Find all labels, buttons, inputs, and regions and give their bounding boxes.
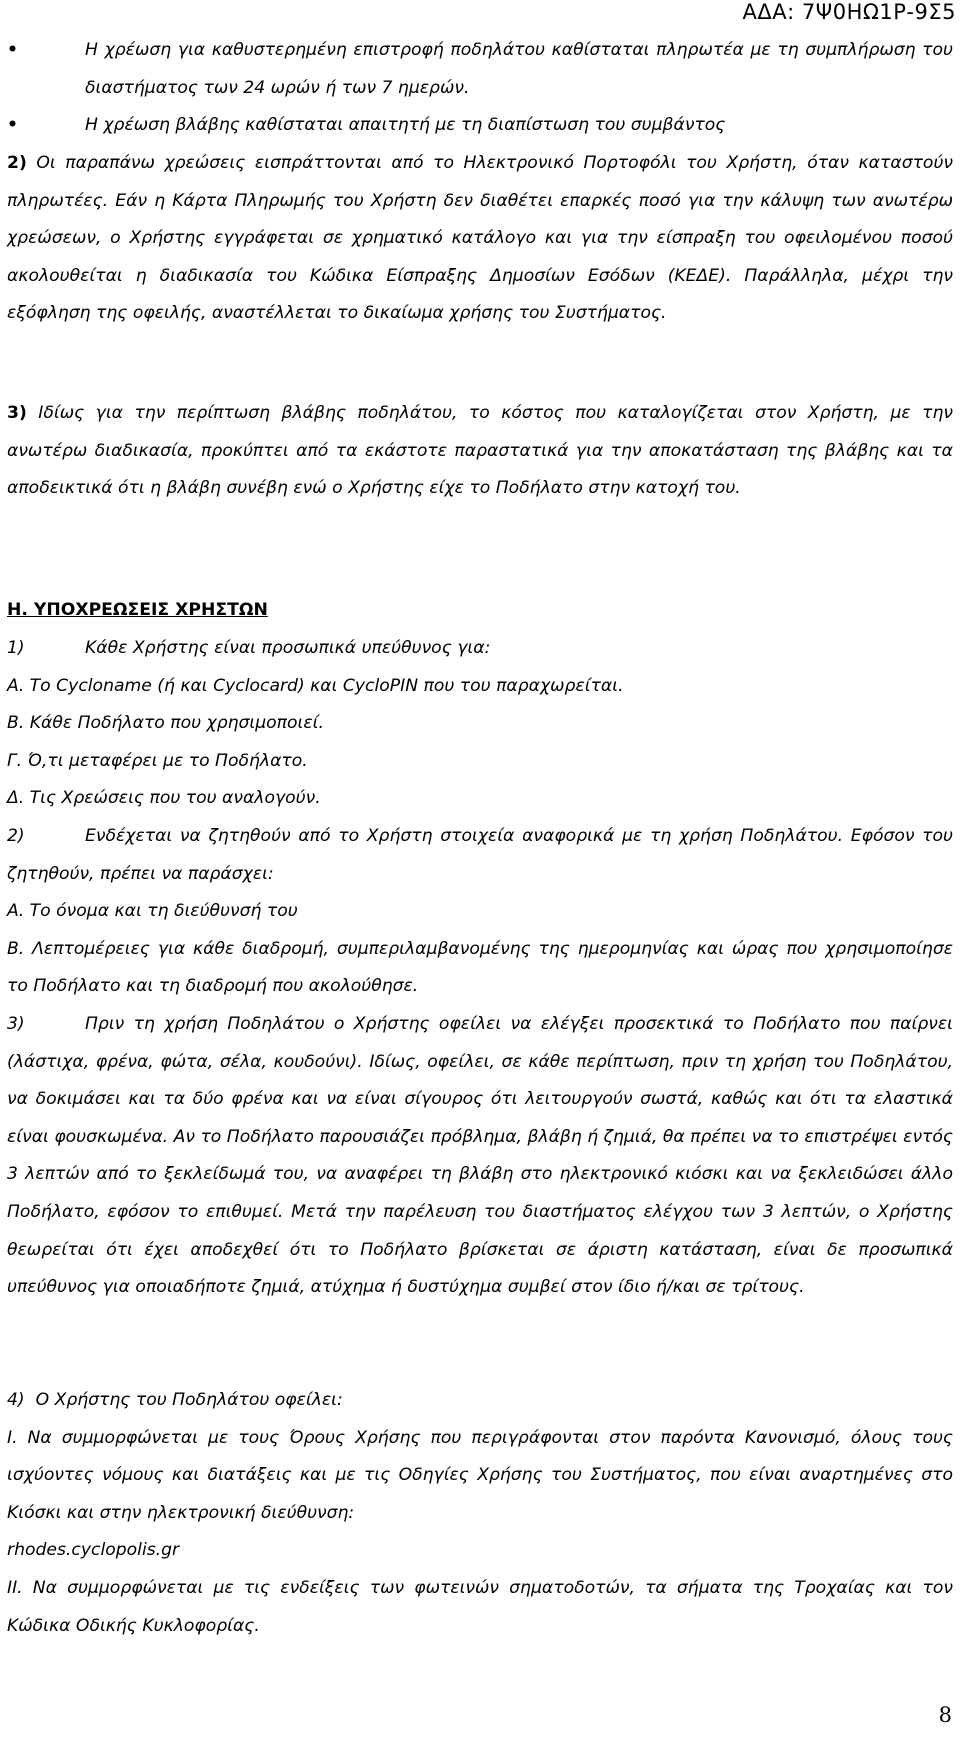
sub-item: Δ. Τις Χρεώσεις που του αναλογούν. [7,788,321,809]
item-text: Ο Χρήστης του Ποδηλάτου οφείλει: [35,1390,343,1410]
sub-item: Β. Λεπτομέρειες για κάθε διαδρομή, συμπεριλαμβανομένης της ημερομηνίας και ώρας που χρησιμοποίησε το Ποδήλατο και τη διαδρομή που ακολούθησε. [7,938,953,997]
sub-item: II. Να συμμορφώνεται με τις ενδείξεις των φωτεινών σηματοδοτών, τα σήματα της Τροχαίας και τον Κώδικα Οδικής Κυκλοφορίας. [7,1577,953,1636]
obligation-item-2 [7,818,953,1006]
bullet-item [7,107,953,145]
section-heading: Η. ΥΠΟΧΡΕΩΣΕΙΣ ΧΡΗΣΤΩΝ [7,600,268,620]
paragraph-2 [7,145,953,333]
website-link[interactable]: rhodes.cyclopolis.gr [7,1540,180,1561]
item-text: Κάθε Χρήστης είναι προσωπικά υπεύθυνος για: [85,638,491,658]
item-text: Ενδέχεται να ζητηθούν από το Χρήστη στοιχεία αναφορικά με τη χρήση Ποδηλάτου. Εφόσον του ζητηθούν, πρέπει να παράσχει: [7,826,953,884]
sub-item: Γ. Ό,τι μεταφέρει με το Ποδήλατο. [7,750,308,771]
bullet-item [7,32,953,107]
item-text: Πριν τη χρήση Ποδηλάτου ο Χρήστης οφείλει να ελέγξει προσεκτικά το Ποδήλατο που παίρνει (λάστιχα, φρένα, φώτα, σέλα, κουδούνι). Ιδίως, οφείλει, σε κάθε περίπτωση, πριν τη χρήση του Ποδηλάτου, να δοκιμάσει και τα δύο φρένα και να είναι σίγουρος ότι λειτουργούν σωστά, καθώς και ότι τα ελαστικά είναι φουσκωμένα. Αν το Ποδήλατο παρουσιάζει πρόβλημα, βλάβη ή ζημιά, θα πρέπει να το επιστρέψει εντός 3 λεπτών από το ξεκλείδωμά του, να αναφέρει τη βλάβη στο ηλεκτρονικό κιόσκι και να ξεκλειδώσει άλλο Ποδήλατο, εφόσον το επιθυμεί. Μετά την παρέλευση του διαστήματος ελέγχου των 3 λεπτών, ο Χρήστης θεωρείται ότι έχει αποδεχθεί ότι το Ποδήλατο βρίσκεται σε άριστη κατάσταση, είναι δε προσωπικά υπεύθυνος για οποιαδήποτε ζημιά, ατύχημα ή δυστύχημα συμβεί στον ίδιο ή/και σε τρίτους. [7,1014,953,1298]
bullet-text: Η χρέωση για καθυστερημένη επιστροφή ποδηλάτου καθίσταται πληρωτέα με τη συμπλήρωση του διαστήματος των 24 ωρών ή των 7 ημερών. [85,40,953,98]
sub-item: Α. Το Cycloname (ή και Cyclocard) και CycloPIN που του παραχωρείται. [7,675,624,696]
sub-item: Β. Κάθε Ποδήλατο που χρησιμοποιεί. [7,713,324,734]
bullet-list [7,32,953,145]
item-number: 4) [7,1390,25,1410]
page-number: 8 [938,1703,952,1727]
bullet-icon: • [7,115,18,136]
bullet-text: Η χρέωση βλάβης καθίσταται απαιτητή με τη διαπίστωση του συμβάντος [85,115,726,136]
ada-code: ΑΔΑ: 7Ψ0ΗΩ1Ρ-9Σ5 [742,0,956,24]
item-number: 3) [7,1014,25,1034]
sub-item: I. Να συμμορφώνεται με τους Όρους Χρήσης που περιγράφονται στον παρόντα Κανονισμό, όλους τους ισχύοντες νόμους και διατάξεις και με τις Οδηγίες Χρήσης του Συστήματος, που είναι αναρτημένες στο Κιόσκι και στην ηλεκτρονική διεύθυνση: [7,1427,953,1523]
bullet-icon: • [7,40,18,60]
paragraph-text: Ιδίως για την περίπτωση βλάβης ποδηλάτου, το κόστος που καταλογίζεται στον Χρήστη, με την ανωτέρω διαδικασία, προκύπτει από τα εκάστοτε παραστατικά για την αποκατάσταση της βλάβης και τα αποδεικτικά ότι η βλάβη συνέβη ενώ ο Χρήστης είχε το Ποδήλατο στην κατοχή του. [7,403,953,499]
paragraph-number: 3) [7,403,27,423]
sub-item: Α. Το όνομα και τη διεύθυνσή του [7,901,298,922]
item-number: 1) [7,638,25,658]
obligation-item-3 [7,1006,953,1307]
paragraph-number: 2) [7,153,27,173]
obligation-item-1 [7,630,953,818]
paragraph-text: Οι παραπάνω χρεώσεις εισπράττονται από το Ηλεκτρονικό Πορτοφόλι του Χρήστη, όταν καταστούν πληρωτέες. [7,153,953,211]
paragraph-text: Εάν η Κάρτα Πληρωμής του Χρήστη δεν διαθέτει επαρκές ποσό για την κάλυψη των ανωτέρω χρεώσεων, ο Χρήστης εγγράφεται σε χρηματικό κατάλογο και για την είσπραξη του οφειλομένου ποσού ακολουθείται η διαδικασία του Κώδικα Είσπραξης Δημοσίων Εσόδων (ΚΕΔΕ). Παράλληλα, μέχρι την εξόφληση της οφειλής, αναστέλλεται το δικαίωμα χρήσης του Συστήματος. [7,190,953,324]
item-number: 2) [7,826,25,846]
paragraph-3 [7,395,953,508]
obligation-item-4 [7,1382,953,1645]
